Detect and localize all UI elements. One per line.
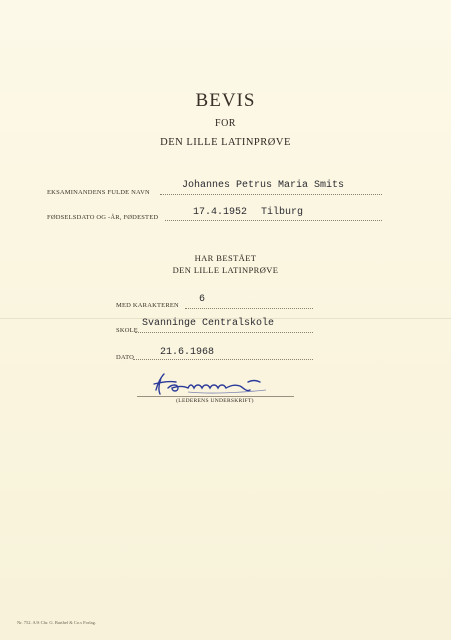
name-value: Johannes Petrus Maria Smits <box>182 180 345 191</box>
birth-place-value: Tilburg <box>261 207 304 218</box>
date-label: DATO <box>116 354 135 361</box>
signature-line <box>137 396 294 397</box>
grade-value: 6 <box>199 294 206 305</box>
certificate-for-label: FOR <box>215 118 236 129</box>
passed-line1: HAR BESTÅET <box>194 253 257 263</box>
school-line <box>135 332 313 333</box>
certificate-title: BEVIS <box>195 90 256 111</box>
passed-line2: DEN LILLE LATINPRØVE <box>172 265 279 275</box>
name-label: EKSAMINANDENS FULDE NAVN <box>47 189 150 196</box>
birth-label: FØDSELSDATO OG -ÅR, FØDESTED <box>47 214 159 221</box>
date-value: 21.6.1968 <box>160 347 215 358</box>
grade-label: MED KARAKTEREN <box>116 302 179 309</box>
birth-date-value: 17.4.1952 <box>193 207 248 218</box>
date-line <box>133 359 313 360</box>
birth-line <box>165 220 382 221</box>
certificate-exam-name: DEN LILLE LATINPRØVE <box>160 137 291 148</box>
grade-line <box>185 308 313 309</box>
signature-caption: (LEDERENS UNDERSKRIFT) <box>176 398 254 404</box>
name-line <box>160 194 382 195</box>
school-value: Svanninge Centralskole <box>142 318 275 329</box>
school-label: SKOLE <box>116 327 138 334</box>
leader-signature <box>148 368 278 398</box>
printer-footer: Nr. 752. A/S Chr. G. Barthel & Co.s Forlag. <box>17 620 97 625</box>
